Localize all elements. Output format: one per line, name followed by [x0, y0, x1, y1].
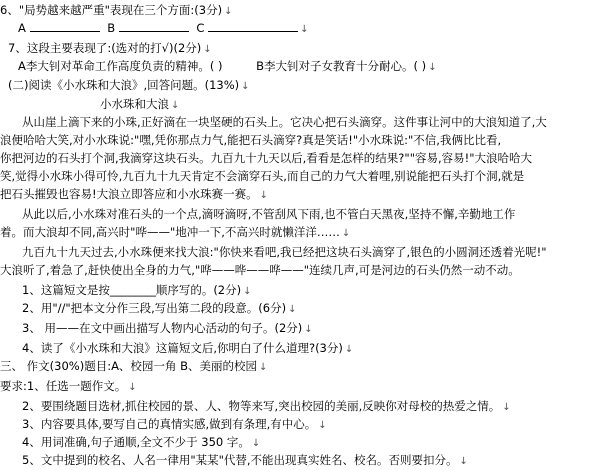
story-line-8: 九百九十九天过去,小水珠便来找大浪:"你快来看吧,我已经把这块石头滴穿了,银色的小圆洞还透着光呢!": [22, 245, 547, 259]
part3-requirement-5: 5、文中提到的校名、人名一律用"某某"代替,不能出现真实姓名、校名。否则要扣分。 ↓: [22, 453, 468, 467]
part3-heading: 三、 作文(30%)题目:A、校园一角 B、美丽的校园 ↓: [0, 359, 268, 373]
part3-requirement-4: 4、用词准确,句子通顺,全文不少于 350 字。 ↓: [22, 435, 261, 449]
part3-requirement-label: 要求:1、任选一题作文。 ↓: [0, 379, 137, 393]
q6-blanks: A B C ↓: [18, 21, 309, 35]
story-question-4: 4、读了《小水珠和大浪》这篇短文后,你明白了什么道理?(3分) ↓: [22, 341, 354, 355]
story-line-2: 浪便哈哈大笑,对小水珠说:"嘿,凭你那点力气,能把石头滴穿?真是笑话!"小水珠说:"不信,我俩比比看,: [0, 133, 502, 147]
story-line-7: 着。而大浪却不同,高兴时"哗——"地冲一下,不高兴时就懒洋洋…… ↓: [0, 225, 351, 239]
story-line-3: 你把河边的石头打个洞,我滴穿这块石头。九百九十九天以后,看看是怎样的结果?""容易,容易!"大浪哈哈大: [0, 151, 533, 165]
story-line-9: 大浪听了,着急了,赶快使出全身的力气,"哗——哗——哗——"连续几声,可是河边的石头仍然一动不动。: [0, 263, 520, 277]
story-question-2: 2、用"//"把本文分作三段,写出第二段的段意。(6分) ↓: [22, 301, 297, 315]
q6-prompt: 6、"局势越来越严重"表现在三个方面:(3分) ↓: [0, 3, 233, 17]
story-line-1: 从山崖上滴下来的小珠,正好滴在一块坚硬的石头上。它决心把石头滴穿。这件事让河中的大浪知道了,大: [22, 115, 547, 129]
part3-requirement-2: 2、要围绕题目选材,抓住校园的景、人、物等来写,突出校园的美丽,反映你对母校的热爱之情。 ↓: [22, 399, 511, 413]
story-line-6: 从此以后,小水珠对准石头的一个点,滴呀滴呀,不管刮风下雨,也不管白天黑夜,坚持不懈,辛勤地工作: [22, 207, 516, 221]
story-question-3: 3、 用——在文中画出描写人物内心活动的句子。(2分) ↓: [22, 321, 313, 335]
part2-heading: (二)阅读《小水珠和大浪》,回答问题。(13%) ↓: [8, 78, 250, 92]
story-title: 小水珠和大浪 ↓: [100, 97, 180, 111]
story-line-4: 笑,觉得小水珠小得可怜,九百九十九天肯定不会滴穿石头,而自己的力气大着哩,别说能把石头打个洞,就是: [0, 169, 525, 183]
q7-prompt: 7、这段主要表现了:(选对的打√)(2分) ↓: [8, 41, 212, 55]
q7-options: A李大钊对革命工作高度负责的精神。( ) B李大钊对子女教育十分耐心。( ) ↓: [18, 59, 437, 73]
story-question-1: 1、这篇短文是按________顺序写的。(2分) ↓: [22, 283, 252, 297]
story-line-5: 把石头摧毁也容易!大浪立即答应和小水珠赛一赛。 ↓: [0, 187, 268, 201]
part3-requirement-3: 3、内容要具体,要写自己的真情实感,做到有条理,有中心。 ↓: [22, 417, 327, 431]
